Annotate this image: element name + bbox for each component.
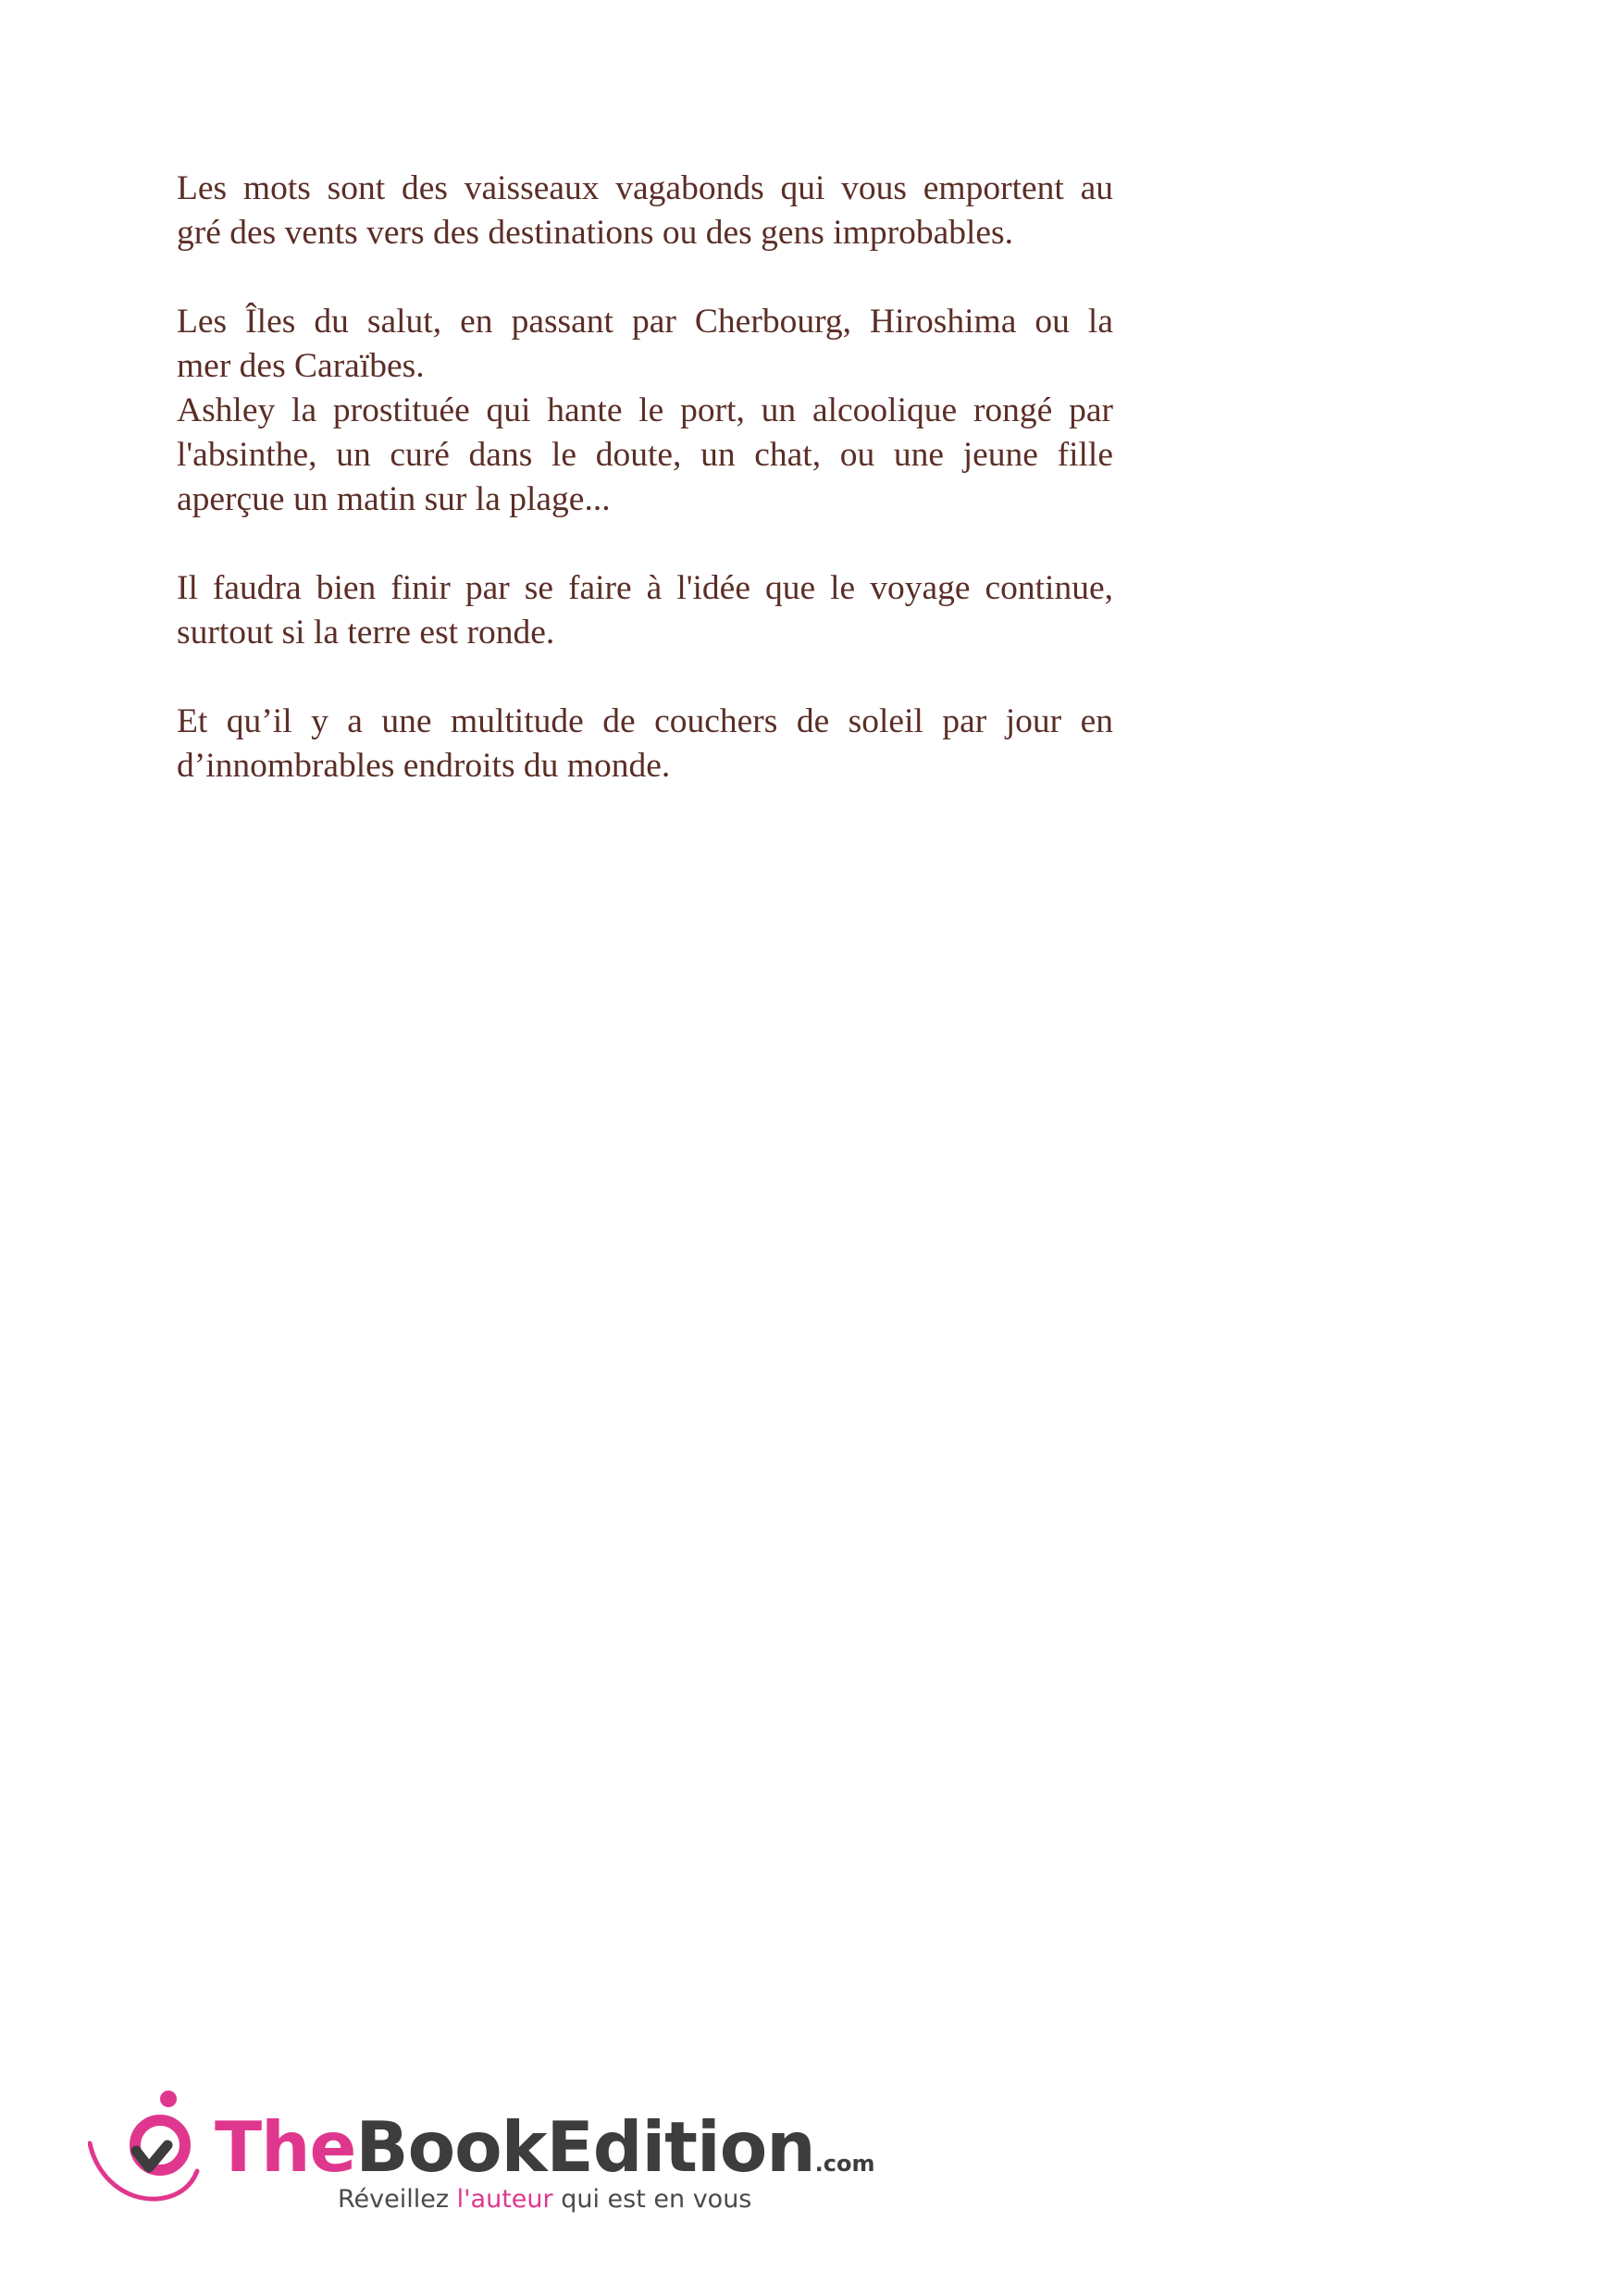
poem-line: surtout si la terre est ronde. xyxy=(177,614,555,652)
publisher-logo xyxy=(88,2090,875,2228)
poem-paragraph xyxy=(177,167,1113,255)
tagline-accent: l'auteur xyxy=(456,2185,553,2214)
poem-line: aperçue un matin sur la plage... xyxy=(177,480,611,518)
poem-line: Les Îles du salut, en passant par Cherbourg, Hiroshima ou la xyxy=(177,303,1113,341)
poem-line: Il faudra bien finir par se faire à l'idée que le voyage continue, xyxy=(177,569,1113,607)
poem-line: mer des Caraïbes. xyxy=(177,347,425,385)
brand-the: The xyxy=(215,2106,356,2188)
poem-line: Les mots sont des vaisseaux vagabonds qui vous emportent au xyxy=(177,169,1113,207)
poem-paragraph xyxy=(177,700,1113,788)
poem-line: l'absinthe, un curé dans le doute, un chat, ou une jeune fille xyxy=(177,436,1113,474)
tagline-end: qui est en vous xyxy=(552,2185,752,2214)
brand-domain: .com xyxy=(814,2151,875,2177)
person-swirl-icon xyxy=(88,2090,208,2215)
poem-line: gré des vents vers des destinations ou des gens improbables. xyxy=(177,214,1013,252)
poem-line: Et qu’il y a une multitude de couchers de soleil par jour en xyxy=(177,702,1113,740)
brand-book: Book xyxy=(355,2106,547,2188)
poem-paragraph xyxy=(177,566,1113,655)
poem-line: d’innombrables endroits du monde. xyxy=(177,747,671,785)
poem-paragraph xyxy=(177,300,1113,522)
brand-edition: Edition xyxy=(546,2106,815,2188)
brand-tagline xyxy=(338,2185,751,2214)
tagline-start: Réveillez xyxy=(338,2185,457,2214)
poem-text xyxy=(177,167,1113,833)
poem-line: Ashley la prostituée qui hante le port, un alcoolique rongé par xyxy=(177,391,1113,429)
